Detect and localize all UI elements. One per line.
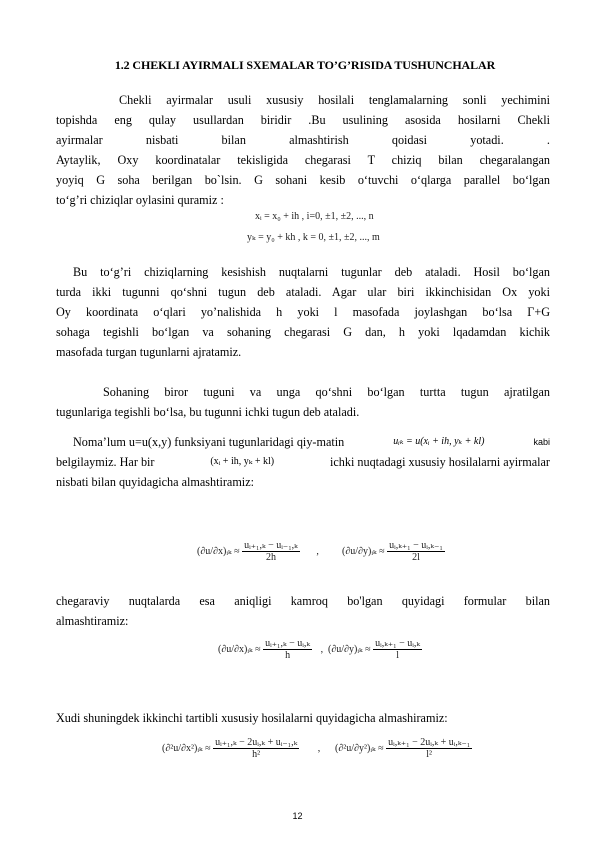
text-line: Sohaning biror tuguni va unga qo‘shni bo‘lgan turtta tugun ajratilgan	[103, 385, 550, 399]
text-line: masofada turgan tugunlarni ajratamiz.	[56, 345, 242, 359]
numerator: uᵢ,ₖ₊₁ − uᵢ,ₖ₋₁	[389, 540, 443, 551]
separator: ,	[317, 742, 321, 754]
word: ayirmalar	[56, 133, 103, 147]
text-segment: ichki nuqtadagi xususiy hosilalarni ayirmalar	[329, 455, 550, 469]
forward-diff-y	[328, 638, 422, 661]
denominator: 2l	[412, 552, 420, 563]
text-line: Bu to‘g’ri chiziqlarning kesishish nuqtalarni tugunlar deb ataladi. Hosil bo‘lgan	[73, 265, 550, 279]
text-line: tugunlariga tegishli bo‘lsa, bu tugunni ichki tugun deb ataladi.	[56, 405, 360, 419]
text-line	[56, 432, 550, 452]
formula-lhs: (∂²u/∂y²)ᵢₖ ≈	[335, 742, 384, 754]
paragraph-second-order	[56, 708, 550, 728]
denominator: l²	[426, 749, 433, 760]
second-diff-x	[162, 737, 320, 760]
word: bilan	[221, 133, 246, 147]
separator: ,	[316, 545, 319, 557]
numerator: uᵢ,ₖ₊₁ − uᵢ,ₖ	[375, 638, 421, 649]
paragraph-notation	[56, 432, 550, 492]
word: qoidasi	[391, 133, 428, 147]
text-line	[56, 452, 550, 472]
text-line: topishda eng qulay usullardan biridir .Bu usulining asosida hosilarni Chekli	[56, 113, 550, 127]
word: .	[546, 133, 550, 147]
text-line: chegaraviy nuqtalarda esa aniqligi kamroq bo'lgan quyidagi formular bilan	[56, 594, 550, 608]
formula-lhs: (∂u/∂x)ᵢₖ ≈	[218, 643, 261, 655]
text-line: Aytaylik, Oxy koordinatalar tekisligida chegarasi T chiziq bilan chegaralangan	[56, 153, 550, 167]
text-segment: belgilaymiz. Har bir	[56, 455, 155, 469]
word: yotadi.	[470, 133, 504, 147]
inline-formula: (xᵢ + ih, yₖ + kl)	[210, 456, 275, 467]
forward-diff-x	[218, 638, 323, 661]
text-line: almashtiramiz:	[56, 614, 129, 628]
denominator: h²	[252, 749, 261, 760]
formula-lhs: (∂u/∂y)ᵢₖ ≈	[328, 643, 371, 655]
page-number: 12	[292, 811, 303, 821]
paragraph-interior-node	[56, 382, 550, 422]
fraction	[263, 638, 312, 661]
grid-y-formula: yₖ = y₀ + kh , k = 0, ±1, ±2, ..., m	[247, 232, 380, 243]
paragraph-boundary	[56, 591, 550, 631]
formula-lhs: (∂u/∂x)ᵢₖ ≈	[197, 545, 240, 557]
numerator: uᵢ₊₁,ₖ − uᵢ,ₖ	[265, 638, 311, 649]
separator: ,	[320, 643, 324, 655]
text-line: turda ikki tugunni qo‘shni tugun deb ataladi. Agar ular biri ikkinchisidan Ox yoki	[56, 285, 550, 299]
word: almashtirish	[289, 133, 349, 147]
text-line: sohaga tegishli bo‘lgan va sohaning chegarasi G dan, h yoki lqadamdan kichik	[56, 325, 550, 339]
text-line-spread	[56, 130, 550, 150]
text-segment: Noma’lum u=u(x,y) funksiyani tugunlaridagi qiy-matin	[73, 435, 345, 449]
text-line: to‘g’ri chiziqlar oylasini quramiz :	[56, 193, 224, 207]
numerator: uᵢ₊₁,ₖ − uᵢ₋₁,ₖ	[244, 540, 298, 551]
denominator: l	[396, 650, 399, 661]
grid-x-formula: xᵢ = x₀ + ih , i=0, ±1, ±2, ..., n	[255, 211, 374, 222]
numerator: uᵢ,ₖ₊₁ − 2uᵢ,ₖ + uᵢ,ₖ₋₁	[388, 737, 471, 748]
text-segment: kabi	[533, 437, 550, 447]
fraction	[373, 638, 422, 661]
text-line: Xudi shuningdek ikkinchi tartibli xususiy hosilalarni quyidagicha almashiramiz:	[56, 711, 448, 725]
text-line: Chekli ayirmalar usuli xususiy hosilali tenglamalarning sonli yechimini	[119, 93, 550, 107]
second-diff-y	[335, 737, 472, 760]
fraction	[242, 540, 300, 563]
denominator: 2h	[265, 552, 276, 563]
paragraph-nodes	[56, 262, 550, 362]
section-heading: 1.2 CHEKLI AYIRMALI SXEMALAR TO’G’RISIDA TUSHUNCHALAR	[114, 58, 496, 72]
formula-lhs: (∂u/∂y)ᵢₖ ≈	[342, 545, 385, 557]
central-diff-x	[197, 540, 319, 563]
formula-lhs: (∂²u/∂x²)ᵢₖ ≈	[162, 742, 211, 754]
text-line: yoyiq G soha berilgan bo`lsin. G sohani kesib o‘tuvchi o‘qlarga parallel bo‘lgan	[56, 173, 550, 187]
denominator: h	[285, 650, 291, 661]
inline-formula: uᵢₖ = u(xᵢ + ih, yₖ + kl)	[393, 436, 485, 447]
text-line: nisbati bilan quyidagicha almashtiramiz:	[56, 475, 254, 489]
fraction	[213, 737, 299, 760]
word: nisbati	[145, 133, 179, 147]
text-line: Oy koordinata o‘qlari yo’nalishida h yoki l masofada joylashgan bo‘lsa Г+G	[56, 305, 550, 319]
fraction	[386, 737, 472, 760]
paragraph-intro	[56, 90, 550, 210]
central-diff-y	[342, 540, 445, 563]
numerator: uᵢ₊₁,ₖ − 2uᵢ,ₖ + uᵢ₋₁,ₖ	[215, 737, 298, 748]
fraction	[387, 540, 445, 563]
